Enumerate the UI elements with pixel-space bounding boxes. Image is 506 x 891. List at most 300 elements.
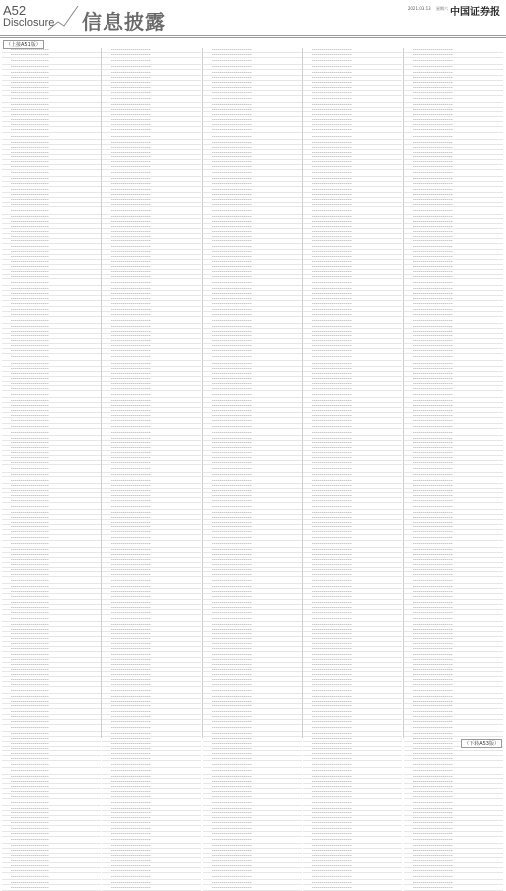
table-cell: [111, 329, 151, 333]
table-cell: [303, 473, 311, 477]
table-cell: [203, 436, 211, 440]
table-cell: [154, 709, 168, 714]
table-cell: [271, 849, 279, 853]
table-cell: [381, 386, 388, 390]
table-cell: [355, 493, 369, 497]
table-cell: [80, 239, 87, 243]
table-cell: [89, 600, 100, 604]
table-cell: [355, 784, 369, 788]
table-cell: [102, 391, 110, 397]
table-cell: [303, 672, 311, 676]
table-cell: [102, 255, 110, 259]
table-cell: [281, 317, 288, 323]
table-cell: [390, 339, 401, 343]
table-cell: [255, 742, 269, 746]
table-cell: [111, 324, 151, 328]
table-cell: [381, 642, 388, 646]
table-cell: [189, 312, 200, 316]
table-cell: [303, 737, 311, 741]
table-cell: [371, 344, 379, 348]
table-cell: [189, 265, 200, 269]
table-cell: [312, 140, 352, 144]
table-cell: [472, 207, 480, 213]
table-cell: [180, 553, 187, 557]
table-cell: [390, 312, 401, 316]
table-cell: [355, 386, 369, 390]
table-cell: [355, 408, 369, 412]
table-cell: [381, 265, 388, 269]
table-cell: [212, 658, 252, 662]
table-cell: [281, 203, 288, 207]
table-cell: [312, 372, 352, 376]
table-cell: [189, 361, 200, 366]
table-row: [2, 687, 101, 694]
table-cell: [189, 112, 200, 116]
table-cell: [290, 312, 301, 316]
table-cell: [371, 408, 379, 412]
table-cell: [355, 456, 369, 460]
table-cell: [111, 756, 151, 760]
table-cell: [290, 446, 301, 450]
table-cell: [371, 198, 379, 202]
table-cell: [102, 377, 110, 381]
table-cell: [290, 821, 301, 825]
table-cell: [371, 334, 379, 338]
table-cell: [54, 165, 68, 169]
table-cell: [355, 816, 369, 820]
table-cell: [2, 821, 10, 825]
table-cell: [80, 219, 87, 223]
table-row: [203, 615, 302, 622]
table-cell: [54, 372, 68, 376]
table-cell: [170, 170, 178, 176]
table-cell: [2, 837, 10, 843]
table-cell: [154, 418, 168, 423]
table-cell: [482, 193, 489, 197]
table-cell: [212, 65, 252, 69]
table-cell: [70, 589, 78, 593]
table-cell: [2, 694, 10, 698]
table-cell: [2, 96, 10, 102]
table-cell: [390, 868, 401, 872]
table-cell: [102, 53, 110, 57]
table-cell: [371, 503, 379, 509]
table-cell: [102, 699, 110, 703]
table-cell: [180, 339, 187, 343]
table-cell: [203, 329, 211, 333]
table-cell: [472, 103, 480, 107]
table-cell: [11, 553, 49, 557]
table-cell: [355, 76, 369, 80]
table-cell: [255, 48, 269, 52]
table-cell: [11, 418, 49, 423]
table-cell: [11, 361, 49, 366]
table-cell: [290, 725, 301, 731]
table-cell: [290, 761, 301, 767]
table-cell: [255, 535, 269, 540]
table-cell: [255, 647, 269, 651]
table-cell: [355, 832, 369, 836]
table-cell: [371, 187, 379, 192]
table-cell: [303, 541, 311, 547]
table-cell: [11, 198, 49, 202]
table-cell: [303, 768, 311, 773]
table-cell: [180, 403, 187, 407]
table-cell: [491, 155, 502, 159]
table-cell: [11, 837, 49, 843]
table-cell: [154, 203, 168, 207]
table-cell: [290, 307, 301, 311]
table-cell: [170, 334, 178, 338]
table-cell: [390, 658, 401, 662]
table-cell: [80, 863, 87, 867]
table-cell: [111, 647, 151, 651]
table-cell: [355, 548, 369, 552]
table-cell: [312, 133, 352, 139]
table-cell: [472, 424, 480, 428]
table-cell: [381, 605, 388, 609]
table-cell: [271, 403, 279, 407]
table-cell: [2, 794, 10, 798]
table-cell: [80, 403, 87, 407]
table-cell: [11, 600, 49, 604]
table-cell: [111, 140, 151, 144]
table-cell: [11, 520, 49, 524]
table-cell: [404, 424, 412, 428]
table-cell: [80, 768, 87, 773]
table-cell: [482, 386, 489, 390]
table-cell: [203, 622, 211, 626]
table-cell: [290, 732, 301, 736]
table-cell: [255, 324, 269, 328]
table-cell: [290, 510, 301, 514]
table-cell: [189, 715, 200, 719]
table-cell: [355, 811, 369, 815]
table-cell: [70, 677, 78, 681]
table-cell: [271, 65, 279, 69]
table-cell: [413, 198, 453, 202]
table-cell: [381, 244, 388, 249]
table-cell: [290, 207, 301, 213]
table-cell: [189, 456, 200, 460]
table-cell: [390, 48, 401, 52]
table-cell: [390, 489, 401, 493]
table-cell: [381, 849, 388, 853]
table-cell: [491, 177, 502, 181]
section-name-en: Disclosure: [3, 17, 55, 29]
table-cell: [281, 382, 288, 386]
table-cell: [170, 160, 178, 164]
table-cell: [2, 349, 10, 353]
table-cell: [381, 553, 388, 557]
table-cell: [303, 361, 311, 366]
table-cell: [2, 642, 10, 646]
table-cell: [312, 177, 352, 181]
table-row: [303, 58, 402, 65]
table-cell: [255, 234, 269, 238]
table-cell: [212, 558, 252, 562]
table-cell: [111, 779, 151, 783]
table-cell: [390, 849, 401, 853]
table-cell: [271, 334, 279, 338]
table-cell: [2, 704, 10, 708]
table-cell: [180, 761, 187, 767]
table-cell: [80, 584, 87, 588]
table-cell: [281, 456, 288, 460]
table-cell: [102, 367, 110, 371]
table-cell: [111, 108, 151, 112]
table-cell: [89, 779, 100, 783]
table-cell: [2, 193, 10, 197]
table-cell: [456, 386, 470, 390]
table-cell: [180, 605, 187, 609]
table-cell: [102, 70, 110, 75]
table-cell: [154, 250, 168, 254]
table-cell: [281, 553, 288, 557]
table-cell: [255, 265, 269, 269]
table-cell: [404, 334, 412, 338]
table-cell: [413, 155, 453, 159]
table-cell: [54, 317, 68, 323]
table-cell: [212, 530, 252, 534]
table-row: [203, 761, 302, 768]
table-cell: [413, 275, 453, 279]
table-cell: [381, 837, 388, 843]
table-cell: [355, 170, 369, 176]
table-cell: [11, 510, 49, 514]
table-cell: [413, 441, 453, 445]
table-cell: [170, 652, 178, 657]
table-cell: [80, 58, 87, 64]
table-cell: [2, 709, 10, 714]
table-cell: [203, 672, 211, 676]
table-row: [303, 725, 402, 732]
table-cell: [255, 563, 269, 567]
table-cell: [2, 117, 10, 121]
table-cell: [456, 91, 470, 95]
table-cell: [89, 775, 100, 779]
table-cell: [189, 535, 200, 540]
table-cell: [102, 589, 110, 593]
table-cell: [189, 398, 200, 402]
table-cell: [102, 160, 110, 164]
table-cell: [111, 317, 151, 323]
table-cell: [189, 160, 200, 164]
table-cell: [371, 224, 379, 228]
table-cell: [80, 498, 87, 502]
table-cell: [102, 234, 110, 238]
table-cell: [11, 86, 49, 90]
table-cell: [2, 81, 10, 85]
table-cell: [180, 704, 187, 708]
table-cell: [271, 794, 279, 798]
table-cell: [312, 215, 352, 219]
table-cell: [2, 775, 10, 779]
table-cell: [255, 498, 269, 502]
table-cell: [203, 307, 211, 311]
table-cell: [189, 344, 200, 348]
table-cell: [255, 382, 269, 386]
table-cell: [11, 858, 49, 862]
table-cell: [456, 279, 470, 285]
table-cell: [312, 244, 352, 249]
table-cell: [281, 234, 288, 238]
table-cell: [212, 737, 252, 741]
table-cell: [290, 465, 301, 471]
table-cell: [11, 229, 49, 233]
table-cell: [303, 658, 311, 662]
table-cell: [102, 709, 110, 714]
table-cell: [89, 160, 100, 164]
table-cell: [212, 811, 252, 815]
table-row: [303, 761, 402, 768]
table-cell: [180, 652, 187, 657]
table-cell: [290, 244, 301, 249]
table-cell: [54, 779, 68, 783]
table-cell: [111, 296, 151, 300]
table-cell: [355, 133, 369, 139]
table-cell: [303, 525, 311, 529]
table-cell: [290, 324, 301, 328]
table-cell: [381, 732, 388, 736]
table-cell: [312, 429, 352, 435]
table-cell: [482, 255, 489, 259]
table-cell: [89, 826, 100, 831]
table-cell: [290, 58, 301, 64]
table-cell: [180, 117, 187, 121]
table-cell: [154, 177, 168, 181]
table-cell: [54, 461, 68, 465]
table-cell: [390, 301, 401, 306]
table-cell: [290, 279, 301, 285]
table-cell: [80, 187, 87, 192]
table-column: [2, 48, 101, 738]
table-cell: [491, 260, 502, 264]
table-cell: [290, 709, 301, 714]
table-cell: [290, 779, 301, 783]
table-cell: [212, 477, 252, 482]
table-cell: [404, 255, 412, 259]
table-cell: [290, 858, 301, 862]
table-cell: [413, 150, 453, 154]
table-cell: [2, 255, 10, 259]
table-cell: [11, 761, 49, 767]
table-cell: [212, 577, 252, 583]
table-cell: [102, 622, 110, 626]
table-cell: [456, 361, 470, 366]
table-cell: [355, 577, 369, 583]
table-cell: [170, 329, 178, 333]
table-cell: [170, 637, 178, 641]
table-cell: [89, 96, 100, 102]
table-cell: [381, 403, 388, 407]
table-cell: [80, 541, 87, 547]
table-cell: [271, 122, 279, 126]
table-cell: [203, 198, 211, 202]
table-cell: [312, 424, 352, 428]
table-cell: [2, 473, 10, 477]
table-cell: [180, 155, 187, 159]
table-cell: [170, 687, 178, 693]
table-cell: [381, 239, 388, 243]
table-cell: [102, 715, 110, 719]
table-cell: [390, 207, 401, 213]
table-cell: [80, 668, 87, 672]
table-cell: [102, 742, 110, 746]
table-cell: [170, 58, 178, 64]
table-cell: [312, 91, 352, 95]
table-cell: [281, 572, 288, 576]
table-cell: [491, 312, 502, 316]
table-cell: [170, 413, 178, 417]
table-cell: [303, 377, 311, 381]
table-cell: [89, 354, 100, 360]
table-cell: [111, 117, 151, 121]
table-cell: [111, 250, 151, 254]
table-cell: [70, 429, 78, 435]
table-cell: [312, 530, 352, 534]
table-cell: [381, 658, 388, 662]
table-cell: [255, 658, 269, 662]
table-cell: [111, 737, 151, 741]
table-cell: [381, 584, 388, 588]
table-cell: [54, 622, 68, 626]
table-cell: [482, 441, 489, 445]
table-cell: [89, 150, 100, 154]
table-cell: [390, 398, 401, 402]
table-cell: [180, 255, 187, 259]
table-cell: [281, 799, 288, 805]
table-cell: [154, 849, 168, 853]
table-cell: [355, 503, 369, 509]
table-cell: [111, 493, 151, 497]
table-cell: [281, 858, 288, 862]
table-cell: [11, 863, 49, 867]
table-cell: [456, 398, 470, 402]
table-cell: [312, 456, 352, 460]
table-cell: [255, 589, 269, 593]
table-cell: [271, 456, 279, 460]
table-cell: [303, 133, 311, 139]
table-cell: [303, 806, 311, 810]
table-cell: [111, 489, 151, 493]
table-cell: [281, 429, 288, 435]
table-cell: [111, 535, 151, 540]
table-cell: [89, 484, 100, 488]
table-cell: [355, 70, 369, 75]
table-cell: [70, 334, 78, 338]
table-cell: [80, 155, 87, 159]
table-cell: [281, 885, 288, 890]
table-cell: [212, 255, 252, 259]
table-cell: [312, 182, 352, 186]
table-cell: [404, 436, 412, 440]
table-row: [303, 873, 402, 880]
table-cell: [180, 193, 187, 197]
table-cell: [80, 622, 87, 626]
table-cell: [212, 219, 252, 223]
table-cell: [390, 720, 401, 724]
table-cell: [212, 122, 252, 126]
table-row: [303, 133, 402, 140]
table-cell: [371, 863, 379, 867]
table-cell: [180, 446, 187, 450]
table-cell: [456, 441, 470, 445]
table-cell: [212, 418, 252, 423]
table-cell: [212, 553, 252, 557]
table-cell: [170, 732, 178, 736]
table-cell: [355, 324, 369, 328]
